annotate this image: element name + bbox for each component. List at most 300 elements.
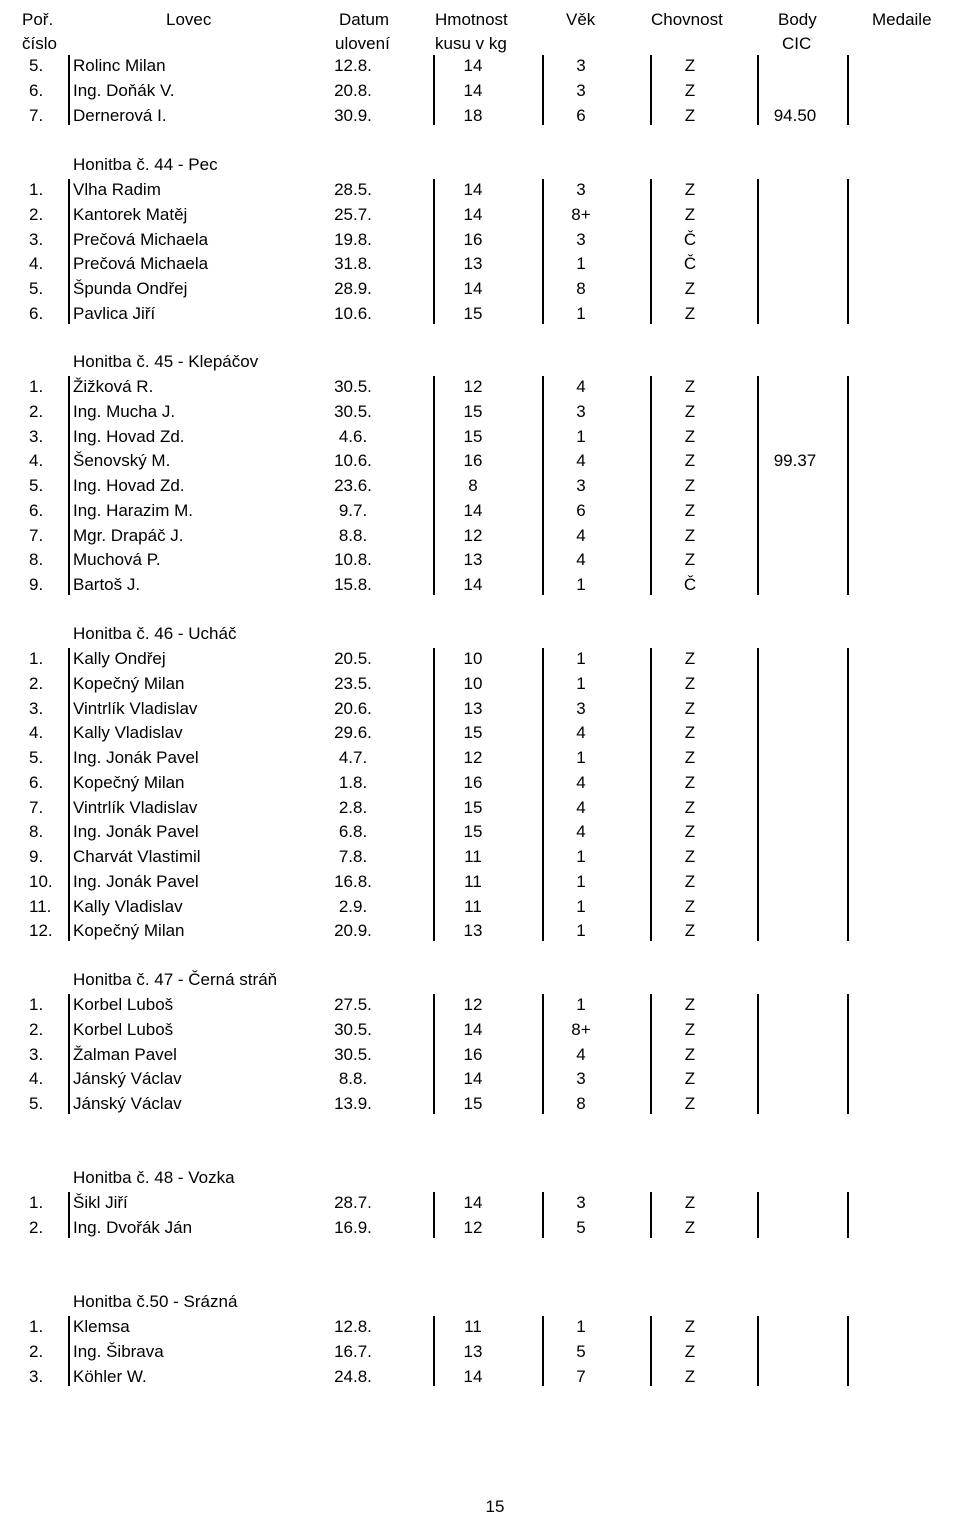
row-hunter: Vintrlík Vladislav [73,698,198,718]
section-title-text: Honitba č. 47 - Černá stráň [73,970,278,989]
row-rank: 2. [29,204,44,224]
table-row [0,720,960,745]
row-age: 3 [576,1069,586,1089]
row-weight: 12 [463,525,483,545]
col-header-medal: Medaile [872,10,932,29]
row-points [760,399,830,424]
row-rank: 1. [29,649,44,668]
row-breeding: Z [684,772,696,792]
row-date: 20.5. [334,649,372,668]
column-divider [650,1192,652,1238]
row-hunter: Ing. Harazim M. [73,500,193,520]
row-breeding: Z [684,1341,696,1361]
row-date: 23.5. [334,673,372,693]
row-weight: 16 [463,229,483,249]
row-date: 28.9. [334,279,372,298]
row-weight: 13 [463,254,483,274]
column-divider [433,994,435,1114]
row-points: 99.37 [773,451,817,471]
row-points [760,572,830,597]
row-date: 16.8. [334,871,372,891]
row-weight: 11 [464,896,482,916]
row-date: 20.6. [334,698,372,718]
table-row [0,671,960,696]
row-points [760,819,830,844]
column-divider [68,648,70,941]
row-weight: 15 [463,303,483,323]
row-age: 4 [576,377,586,396]
row-points [760,1339,830,1364]
column-divider [68,55,70,125]
row-hunter: Vintrlík Vladislav [73,797,198,817]
row-hunter: Kantorek Matěj [73,204,188,224]
row-date: 27.5. [334,995,372,1014]
row-rank: 4. [29,723,44,743]
row-rank: 7. [29,525,44,545]
row-breeding: Z [684,896,696,916]
table-row [0,844,960,869]
col-header-hunter: Lovec [166,10,212,29]
row-breeding: Z [684,525,696,545]
row-date: 25.7. [334,204,372,224]
column-divider [757,179,759,324]
row-points [760,770,830,795]
row-points [760,498,830,523]
row-breeding: Č [683,229,697,249]
row-hunter: Jánský Václav [73,1069,182,1089]
row-age: 1 [576,254,586,274]
row-breeding: Č [683,575,697,594]
row-points [760,1215,830,1240]
row-date: 8.8. [338,525,368,545]
table-row [0,869,960,894]
row-rank: 4. [29,254,44,274]
row-age: 3 [576,401,586,421]
column-divider [757,55,759,125]
row-points [760,227,830,252]
section-title [0,349,960,374]
section-title [0,967,960,992]
table-row [0,103,960,128]
row-date: 2.8. [338,797,368,817]
col-header-weight: Hmotnost [435,10,508,29]
row-age: 1 [576,896,586,916]
row-rank: 1. [29,180,44,199]
row-date: 30.5. [334,1044,372,1064]
row-weight: 11 [464,871,482,891]
row-age: 6 [576,105,586,125]
row-age: 8 [576,1094,586,1113]
col-header-age: Věk [566,10,596,29]
row-age: 1 [576,995,586,1014]
row-breeding: Z [684,1094,696,1113]
row-breeding: Z [684,56,696,75]
row-weight: 10 [463,673,483,693]
row-rank: 3. [29,1044,44,1064]
row-weight: 14 [463,1366,483,1386]
row-date: 31.8. [334,254,372,274]
table-row [0,448,960,473]
row-breeding: Z [684,1366,696,1386]
column-divider [650,179,652,324]
row-weight: 14 [463,500,483,520]
row-age: 1 [576,748,586,767]
row-age: 5 [576,1217,586,1237]
table-row [0,1017,960,1042]
row-age: 4 [576,723,586,743]
table-row [0,1042,960,1067]
row-date: 30.9. [334,105,372,125]
row-age: 3 [576,229,586,249]
column-divider [433,1316,435,1386]
column-divider [847,376,849,595]
row-points [760,1314,830,1339]
row-points [760,374,830,399]
row-age: 1 [576,303,586,323]
row-weight: 14 [463,279,483,298]
row-rank: 11. [29,896,52,916]
row-points [760,473,830,498]
column-divider [433,179,435,324]
column-divider [542,994,544,1114]
table-row [0,251,960,276]
row-weight: 14 [463,180,483,199]
column-divider [650,55,652,125]
row-age: 4 [576,797,586,817]
table-row [0,795,960,820]
section-title-text: Honitba č. 45 - Klepáčov [73,352,259,371]
row-age: 1 [576,921,586,941]
row-rank: 5. [29,748,44,767]
row-breeding: Z [684,723,696,743]
row-points [760,894,830,919]
row-hunter: Ing. Jonák Pavel [73,871,199,891]
row-date: 4.6. [338,426,368,446]
row-breeding: Z [684,1069,696,1089]
row-weight: 12 [463,1217,483,1237]
column-divider [757,1316,759,1386]
column-divider [757,1192,759,1238]
row-weight: 15 [463,822,483,842]
column-divider [757,994,759,1114]
table-row [0,992,960,1017]
row-breeding: Z [684,476,696,495]
row-breeding: Z [684,426,696,446]
row-rank: 5. [29,1094,44,1113]
row-hunter: Kally Vladislav [73,896,183,916]
table-row [0,202,960,227]
row-weight: 15 [463,401,483,421]
row-weight: 15 [463,1094,483,1113]
row-hunter: Kopečný Milan [73,772,185,792]
row-points [760,1042,830,1067]
column-divider [757,376,759,595]
row-hunter: Rolinc Milan [73,56,166,75]
row-rank: 2. [29,1341,44,1361]
row-points [760,869,830,894]
row-age: 4 [576,550,586,570]
row-breeding: Z [684,303,696,323]
row-rank: 8. [29,550,44,570]
row-rank: 4. [29,1069,44,1089]
row-weight: 13 [463,698,483,718]
column-divider [68,1192,70,1238]
column-divider [847,179,849,324]
col-header-date-sub: ulovení [335,34,390,53]
row-rank: 1. [29,377,44,396]
row-breeding: Z [684,204,696,224]
col-header-rank: Poř. [22,10,54,29]
row-date: 28.7. [334,1193,372,1212]
row-hunter: Charvát Vlastimil [73,847,201,866]
row-hunter: Vlha Radim [73,180,161,199]
table-row [0,572,960,597]
table-row [0,770,960,795]
row-breeding: Z [684,401,696,421]
section-title [0,152,960,177]
row-breeding: Z [684,822,696,842]
row-rank: 9. [29,847,44,866]
row-hunter: Ing. Jonák Pavel [73,822,199,842]
column-divider [68,179,70,324]
row-breeding: Z [684,921,696,941]
row-age: 7 [576,1366,586,1386]
table-header [0,4,960,54]
row-breeding: Z [684,995,696,1014]
row-points [760,696,830,721]
row-date: 20.9. [334,921,372,941]
row-date: 30.5. [334,1019,372,1039]
row-weight: 11 [464,1317,482,1336]
row-weight: 11 [464,847,482,866]
table-row [0,498,960,523]
row-weight: 16 [463,1044,483,1064]
row-breeding: Z [684,847,696,866]
row-weight: 15 [463,426,483,446]
row-date: 20.8. [334,80,372,100]
table-row [0,819,960,844]
column-divider [68,376,70,595]
col-header-date: Datum [339,10,390,29]
row-breeding: Z [684,80,696,100]
row-breeding: Z [684,1217,696,1237]
row-breeding: Z [684,279,696,298]
row-date: 29.6. [334,723,372,743]
column-divider [650,648,652,941]
column-divider [757,648,759,941]
row-hunter: Šikl Jiří [73,1193,128,1212]
row-weight: 15 [463,723,483,743]
row-breeding: Z [684,500,696,520]
row-weight: 8 [468,476,478,495]
row-points [760,720,830,745]
section-title [0,1289,960,1314]
row-weight: 12 [463,377,483,396]
row-points [760,424,830,449]
row-age: 1 [576,575,586,594]
row-weight: 14 [463,204,483,224]
row-hunter: Žalman Pavel [73,1044,177,1064]
row-date: 16.7. [334,1341,372,1361]
column-divider [433,376,435,595]
row-points [760,1364,830,1389]
row-weight: 14 [463,575,483,594]
column-divider [847,1316,849,1386]
table-row [0,53,960,78]
row-age: 4 [576,451,586,471]
row-age: 3 [576,476,586,495]
row-weight: 14 [463,1069,483,1089]
row-date: 10.6. [334,303,372,323]
table-row [0,424,960,449]
row-age: 3 [576,80,586,100]
row-date: 28.5. [334,180,372,199]
row-weight: 12 [463,995,483,1014]
row-hunter: Kally Ondřej [73,649,166,668]
row-hunter: Korbel Luboš [73,995,174,1014]
row-age: 4 [576,1044,586,1064]
row-breeding: Z [684,871,696,891]
row-age: 3 [576,1193,586,1212]
row-rank: 8. [29,822,44,842]
row-breeding: Z [684,1317,696,1336]
row-hunter: Ing. Dvořák Ján [73,1217,193,1237]
table-row [0,301,960,326]
row-weight: 14 [463,56,483,75]
row-hunter: Kopečný Milan [73,673,185,693]
column-divider [542,648,544,941]
row-points: 94.50 [773,105,817,125]
section-title-text: Honitba č. 46 - Ucháč [73,624,237,643]
row-date: 15.8. [334,575,372,594]
row-breeding: Z [684,797,696,817]
column-divider [542,179,544,324]
row-hunter: Klemsa [73,1317,130,1336]
row-rank: 5. [29,56,44,75]
row-date: 1.8. [338,772,368,792]
row-weight: 18 [463,105,483,125]
row-hunter: Jánský Václav [73,1094,182,1113]
row-weight: 13 [463,921,483,941]
row-age: 4 [576,772,586,792]
column-divider [847,55,849,125]
row-weight: 13 [463,1341,483,1361]
row-rank: 7. [29,797,44,817]
row-points [760,202,830,227]
table-row [0,523,960,548]
row-rank: 3. [29,1366,44,1386]
row-age: 1 [576,673,586,693]
row-hunter: Mgr. Drapáč J. [73,525,184,545]
row-rank: 10. [29,871,53,891]
row-rank: 5. [29,279,44,298]
row-rank: 6. [29,772,44,792]
row-hunter: Žižková R. [73,377,154,396]
row-rank: 12. [29,921,53,941]
row-breeding: Z [684,698,696,718]
row-weight: 14 [463,1019,483,1039]
row-rank: 3. [29,229,44,249]
row-age: 8+ [571,204,591,224]
row-points [760,53,830,78]
table-row [0,177,960,202]
row-age: 1 [576,871,586,891]
row-breeding: Z [684,451,696,471]
row-rank: 1. [29,1193,44,1212]
table-row [0,1215,960,1240]
row-hunter: Ing. Doňák V. [73,80,175,100]
row-hunter: Muchová P. [73,550,161,570]
table-row [0,1190,960,1215]
row-rank: 6. [29,500,44,520]
row-points [760,1190,830,1215]
row-age: 3 [576,180,586,199]
table-row [0,646,960,671]
row-rank: 9. [29,575,44,594]
row-date: 13.9. [334,1094,372,1113]
col-header-weight-sub: kusu v kg [435,34,507,53]
row-hunter: Ing. Jonák Pavel [73,748,199,767]
column-divider [68,1316,70,1386]
column-divider [650,1316,652,1386]
row-points [760,251,830,276]
row-age: 8+ [571,1019,591,1039]
row-date: 10.8. [334,550,372,570]
row-rank: 5. [29,476,44,495]
column-divider [650,994,652,1114]
column-divider [847,648,849,941]
row-points [760,1017,830,1042]
row-weight: 16 [463,451,483,471]
row-hunter: Ing. Hovad Zd. [73,476,185,495]
row-points [760,918,830,943]
row-points [760,276,830,301]
row-points [760,671,830,696]
row-date: 19.8. [334,229,372,249]
row-breeding: Č [683,254,697,274]
row-weight: 13 [463,550,483,570]
row-age: 5 [576,1341,586,1361]
row-date: 8.8. [338,1069,368,1089]
row-points [760,78,830,103]
col-header-rank-sub: číslo [22,34,57,53]
row-rank: 2. [29,1019,44,1039]
row-rank: 1. [29,995,44,1014]
row-age: 4 [576,822,586,842]
row-breeding: Z [684,748,696,767]
column-divider [542,376,544,595]
table-row [0,374,960,399]
row-age: 4 [576,525,586,545]
row-weight: 10 [463,649,483,668]
row-date: 9.7. [338,500,368,520]
table-row [0,1066,960,1091]
row-weight: 16 [463,772,483,792]
row-date: 12.8. [334,1317,372,1336]
row-rank: 2. [29,673,44,693]
column-divider [542,55,544,125]
row-date: 7.8. [338,847,368,866]
table-row [0,745,960,770]
table-row [0,547,960,572]
col-header-breeding: Chovnost [651,10,723,29]
row-hunter: Prečová Michaela [73,229,209,249]
row-hunter: Špunda Ondřej [73,279,188,298]
column-divider [433,1192,435,1238]
row-date: 6.8. [338,822,368,842]
row-age: 6 [576,500,586,520]
row-hunter: Ing. Hovad Zd. [73,426,185,446]
